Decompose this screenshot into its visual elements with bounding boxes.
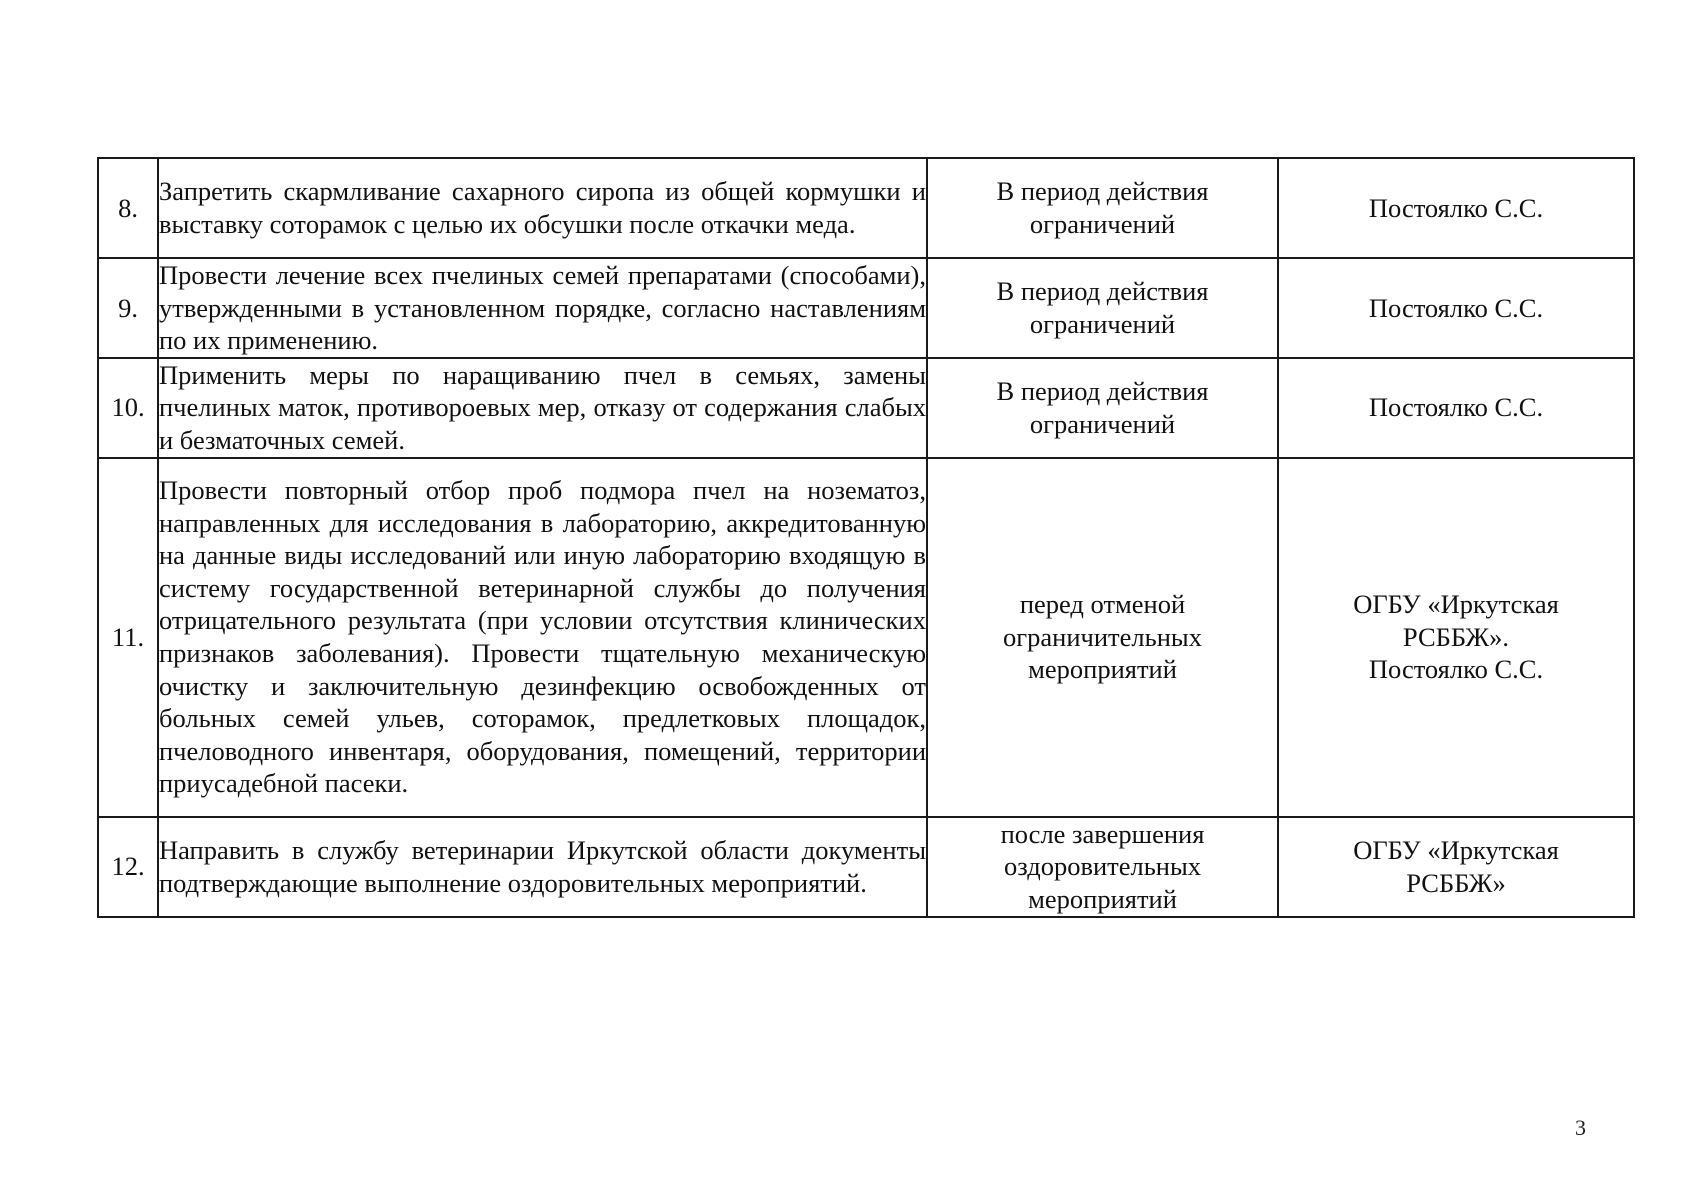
responsible-line: РСББЖ».: [1402, 621, 1510, 652]
action-text: Применить меры по наращиванию пчел в семьях, замены пчелиных маток, противороевых мер, отказу от содержания слабых и безматочных семей.: [158, 358, 927, 458]
row-number: 10.: [98, 358, 158, 458]
row-number: 12.: [98, 817, 158, 917]
table-row: [98, 817, 1634, 917]
action-text: Направить в службу ветеринарии Иркутской области документы подтверждающие выполнение оздоровительных мероприятий.: [158, 817, 927, 917]
term-text: В период действия ограничений: [927, 358, 1278, 458]
table-row: [98, 158, 1634, 258]
measures-table: [97, 157, 1635, 918]
responsible-line: ОГБУ «Иркутская: [1353, 589, 1559, 620]
responsible-text: Постоялко С.С.: [1278, 358, 1634, 458]
responsible-line: ОГБУ «Иркутская: [1353, 834, 1559, 865]
responsible-text: Постоялко С.С.: [1278, 158, 1634, 258]
term-text: после завершения оздоровительных мероприятий: [927, 817, 1278, 917]
responsible-cell: [1278, 458, 1634, 817]
term-text: В период действия ограничений: [927, 158, 1278, 258]
table-row: [98, 458, 1634, 817]
term-text: В период действия ограничений: [927, 258, 1278, 358]
responsible-text: Постоялко С.С.: [1278, 258, 1634, 358]
row-number: 9.: [98, 258, 158, 358]
action-text: Запретить скармливание сахарного сиропа из общей кормушки и выставку сотoрамок с целью их обсушки после откачки меда.: [158, 158, 927, 258]
table-row: [98, 258, 1634, 358]
row-number: 11.: [98, 458, 158, 817]
responsible-line: Постоялко С.С.: [1368, 654, 1544, 685]
responsible-line: РСББЖ»: [1406, 867, 1506, 898]
row-number: 8.: [98, 158, 158, 258]
table-row: [98, 358, 1634, 458]
action-text: Провести повторный отбор проб подмора пчел на нозематоз, направленных для исследования в лабораторию, аккредитованную на данные виды исследований или иную лабораторию входящую в систему государственной ветеринарной службы до получения отрицательного результата (при условии отсутствия клинических признаков заболевания). Провести тщательную механическую очистку и заключительную дезинфекцию освобожденных от больных семей ульев, сотoрамок, предлетковых площадок, пчеловодного инвентаря, оборудования, помещений, территории приусадебной пасеки.: [158, 458, 927, 817]
responsible-cell: [1278, 817, 1634, 917]
page-number: 3: [1575, 1115, 1586, 1140]
term-text: перед отменой ограничительных мероприятий: [927, 458, 1278, 817]
action-text: Провести лечение всех пчелиных семей препаратами (способами), утвержденными в установленном порядке, согласно наставлениям по их применению.: [158, 258, 927, 358]
